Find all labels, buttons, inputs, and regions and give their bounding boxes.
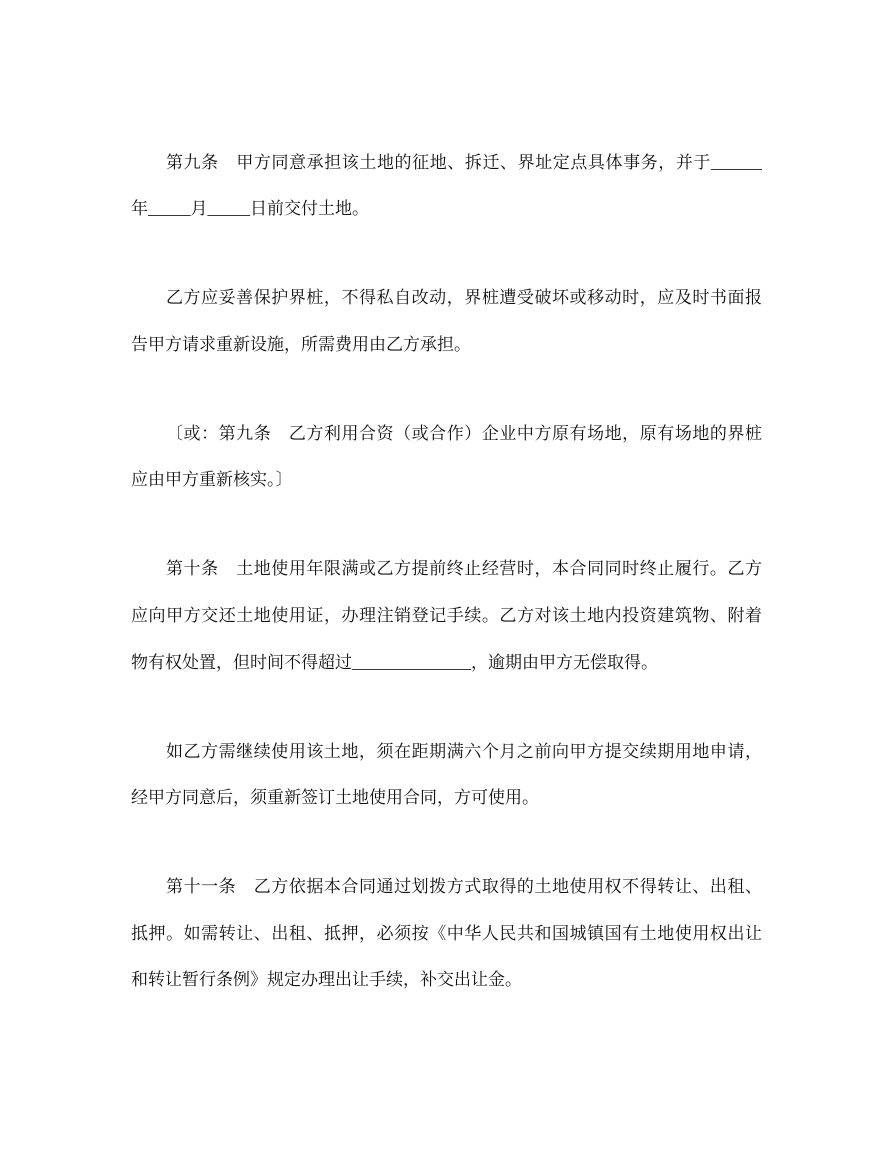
paragraph-line: 抵押。如需转让、出租、抵押，必须按《中华人民共和国城镇国有土地使用权出让	[131, 923, 762, 943]
paragraph-article-9-alternative	[131, 411, 762, 504]
document-body	[131, 140, 762, 1004]
paragraph-article-9	[131, 140, 762, 233]
paragraph-boundary-markers	[131, 275, 762, 368]
paragraph-line: 告甲方请求重新设施，所需费用由乙方承担。	[131, 334, 471, 354]
paragraph-line: 乙方应妥善保护界桩，不得私自改动，界桩遭受破坏或移动时，应及时书面报	[166, 288, 762, 308]
paragraph-line: 如乙方需继续使用该土地，须在距期满六个月之前向甲方提交续期用地申请，	[166, 741, 762, 761]
paragraph-article-10	[131, 546, 762, 686]
paragraph-article-11	[131, 864, 762, 1004]
paragraph-line: 〔或：第九条 乙方利用合资（或合作）企业中方原有场地，原有场地的界桩	[166, 423, 762, 443]
paragraph-line: 物有权处置，但时间不得超过______________，逾期由甲方无偿取得。	[131, 652, 658, 672]
paragraph-line: 和转让暂行条例》规定办理出让手续，补交出让金。	[131, 970, 522, 990]
paragraph-line: 年_____月_____日前交付土地。	[131, 199, 369, 219]
paragraph-line: 经甲方同意后，须重新签订土地使用合同，方可使用。	[131, 788, 539, 808]
paragraph-line: 应向甲方交还土地使用证，办理注销登记手续。乙方对该土地内投资建筑物、附着	[131, 606, 762, 626]
paragraph-renewal	[131, 729, 762, 822]
paragraph-line: 应由甲方重新核实。〕	[131, 470, 293, 490]
paragraph-line: 第十一条 乙方依据本合同通过划拨方式取得的土地使用权不得转让、出租、	[166, 877, 762, 897]
paragraph-line: 第十条 土地使用年限满或乙方提前终止经营时，本合同同时终止履行。乙方	[166, 559, 762, 579]
paragraph-line: 第九条 甲方同意承担该土地的征地、拆迁、界址定点具体事务，并于______	[166, 152, 762, 172]
